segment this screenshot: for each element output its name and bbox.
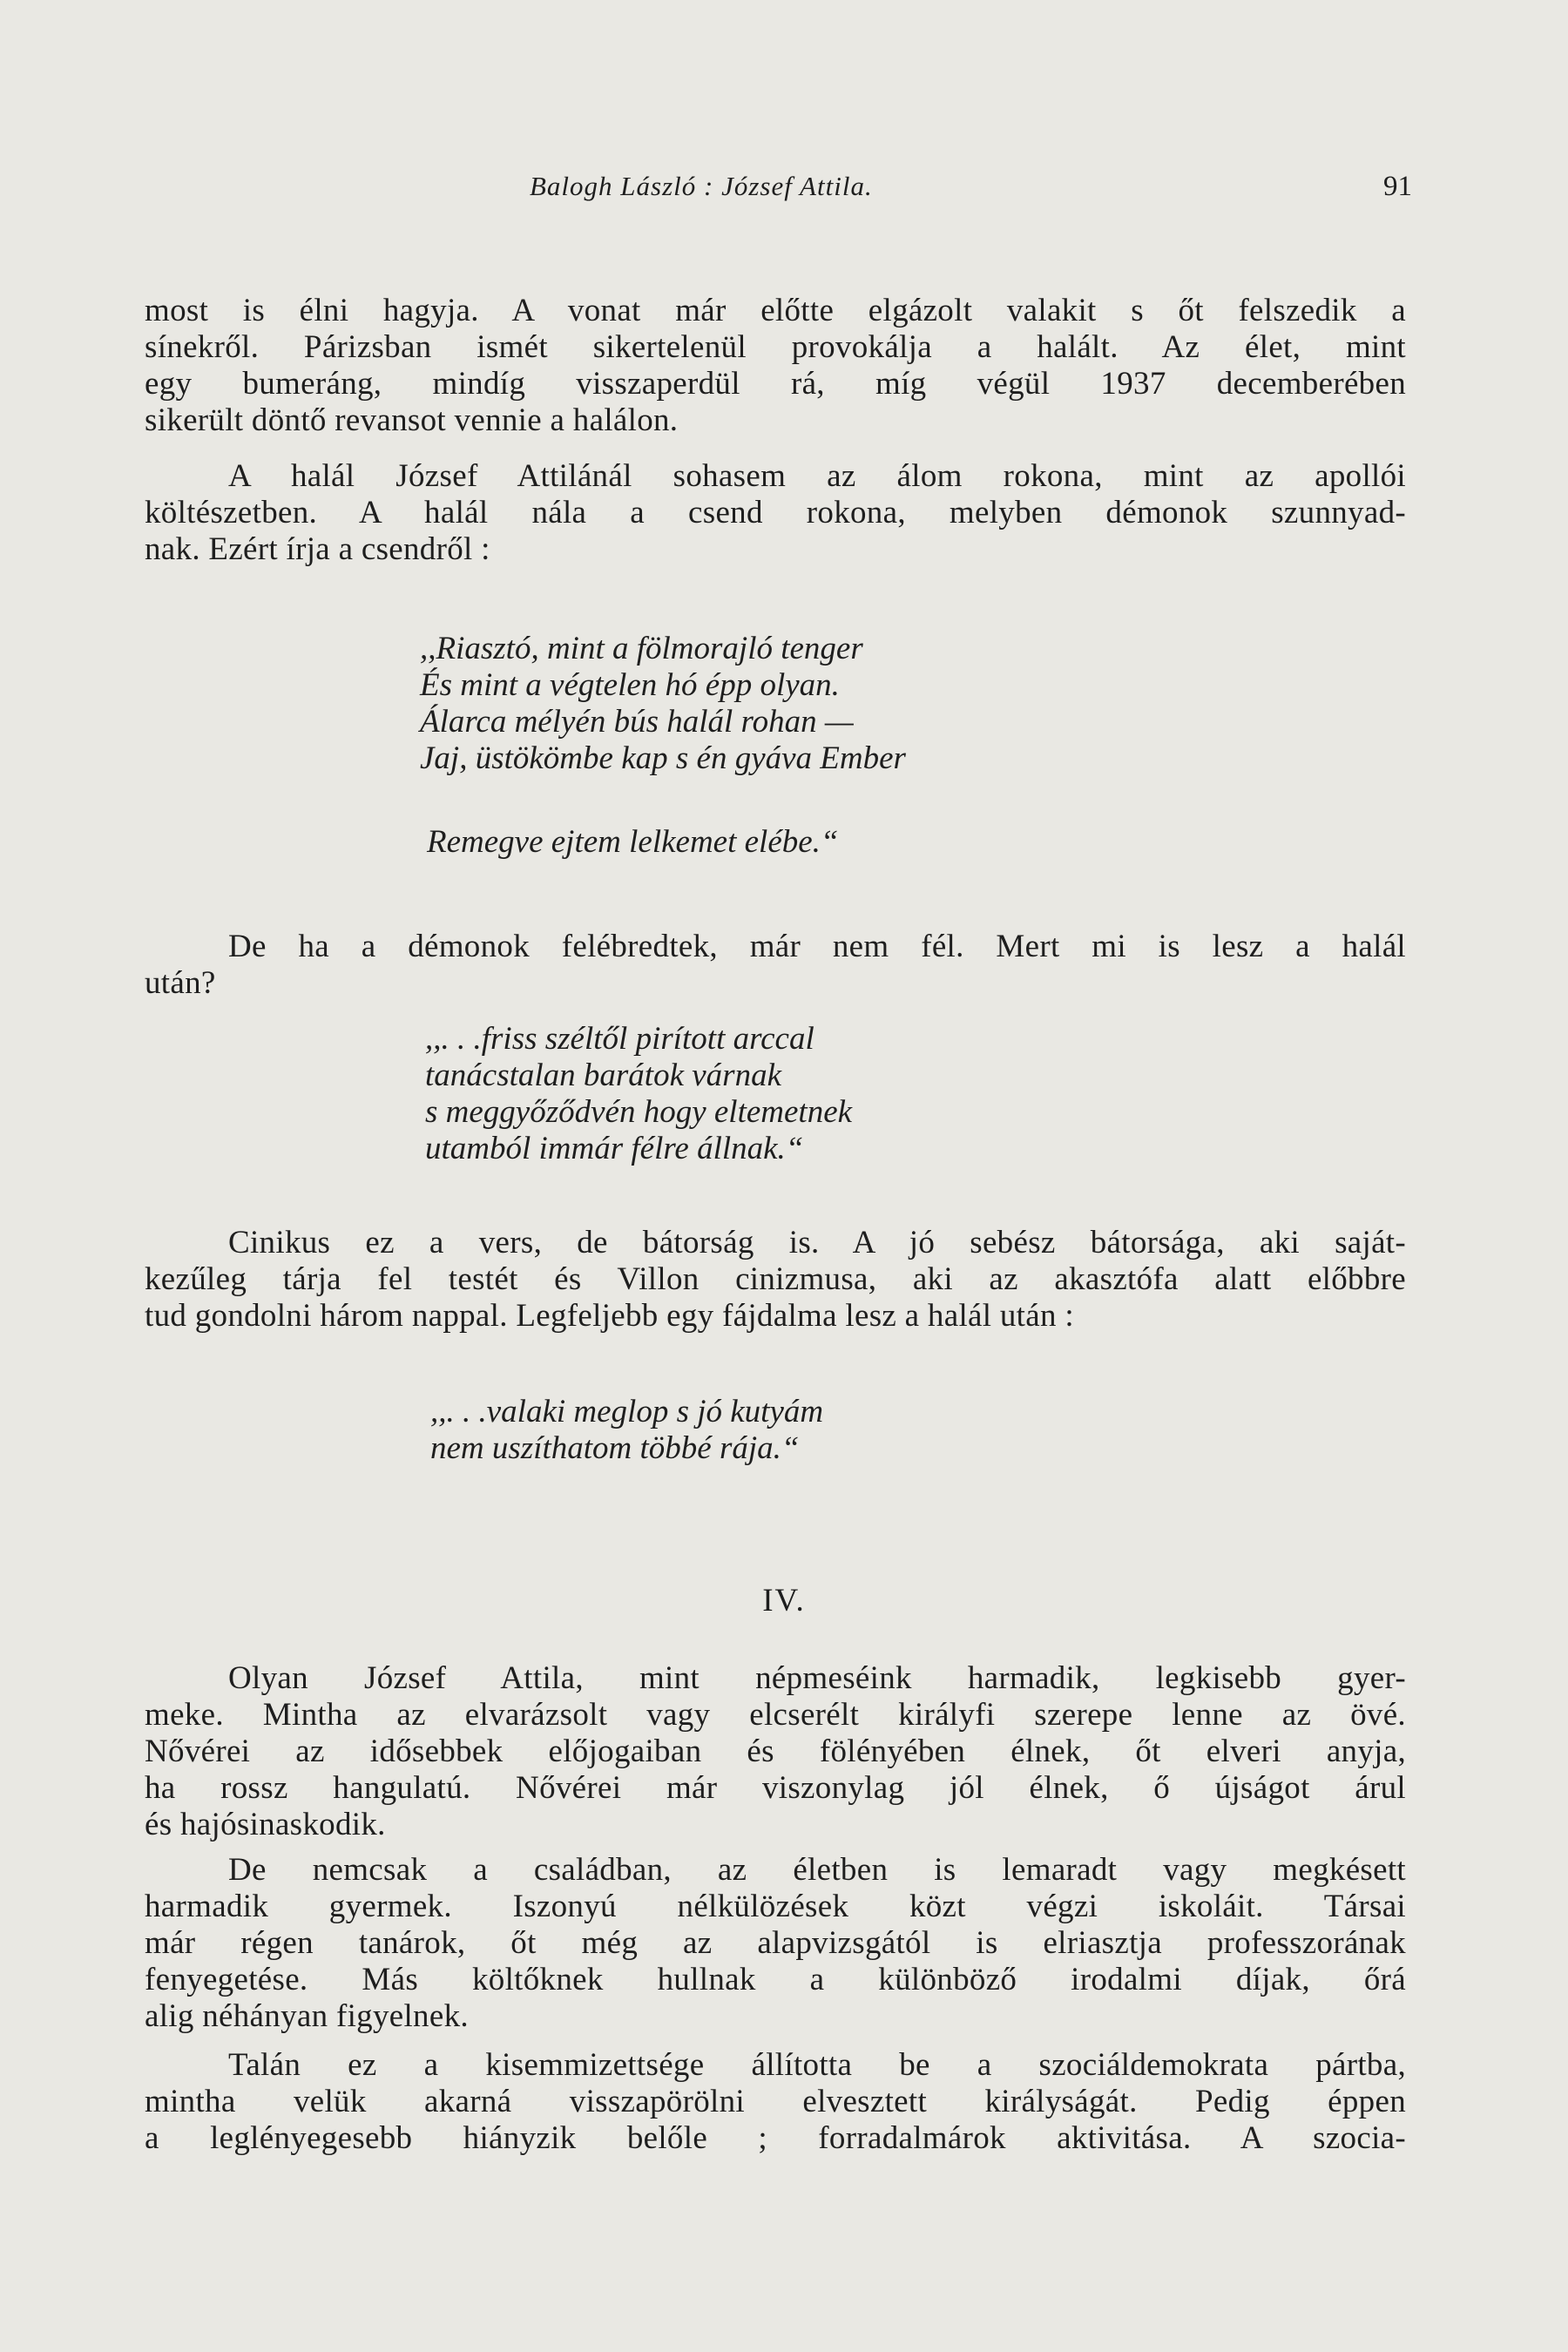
text-line: Nővérei az idősebbek előjogaiban és fölényében élnek, őt elveri anyja, xyxy=(145,1734,1406,1769)
paragraph-1 xyxy=(145,293,1406,439)
text-line: harmadik gyermek. Iszonyú nélkülözések közt végzi iskoláit. Társai xyxy=(145,1889,1406,1924)
poem-line: Remegve ejtem lelkemet elébe.“ xyxy=(427,824,839,860)
text-line: mintha velük akarná visszapörölni elvesztett királyságát. Pedig éppen xyxy=(145,2084,1406,2119)
section-heading: IV. xyxy=(762,1583,806,1619)
poem-line: ,,. . .friss széltől pirított arccal xyxy=(425,1021,814,1057)
text-line: A halál József Attilánál sohasem az álom rokona, mint az apollói xyxy=(228,458,1406,494)
text-line: Olyan József Attila, mint népmeséink harmadik, legkisebb gyer- xyxy=(228,1660,1406,1696)
text-line: kezűleg tárja fel testét és Villon cinizmusa, aki az akasztófa alatt előbbre xyxy=(145,1261,1406,1297)
text-line: nak. Ezért írja a csendről : xyxy=(145,531,490,567)
page-header xyxy=(0,171,1568,214)
poem-line: Álarca mélyén bús halál rohan — xyxy=(420,704,854,740)
page-number: 91 xyxy=(1383,171,1412,202)
text-line: után? xyxy=(145,965,216,1001)
text-line: Talán ez a kisemmizettsége állította be a szociáldemokrata pártba, xyxy=(228,2047,1406,2083)
text-line: Cinikus ez a vers, de bátorság is. A jó sebész bátorsága, aki saját- xyxy=(228,1225,1406,1260)
paragraph-5 xyxy=(145,1660,1406,1843)
text-line: meke. Mintha az elvarázsolt vagy elcserélt királyfi szerepe lenne az övé. xyxy=(145,1697,1406,1733)
text-line: sikerült döntő revansot vennie a halálon. xyxy=(145,402,679,438)
running-head: Balogh László : József Attila. xyxy=(530,171,873,201)
text-line: már régen tanárok, őt még az alapvizsgától is elriasztja professzorának xyxy=(145,1925,1406,1961)
text-line: a leglényegesebb hiányzik belőle ; forradalmárok aktivitása. A szocia- xyxy=(145,2120,1406,2156)
poem-line: ,,Riasztó, mint a fölmorajló tenger xyxy=(420,631,863,666)
poem-line: És mint a végtelen hó épp olyan. xyxy=(420,667,840,703)
paragraph-4 xyxy=(145,1225,1406,1335)
text-line: sínekről. Párizsban ismét sikertelenül provokálja a halált. Az élet, mint xyxy=(145,329,1406,365)
poem-quote-1-last xyxy=(427,824,839,861)
poem-line: s meggyőződvén hogy eltemetnek xyxy=(425,1094,853,1130)
text-line: most is élni hagyja. A vonat már előtte elgázolt valakit s őt felszedik a xyxy=(145,293,1406,328)
poem-line: nem uszíthatom többé rája.“ xyxy=(430,1430,800,1466)
poem-line: ,,. . .valaki meglop s jó kutyám xyxy=(430,1394,824,1429)
paragraph-2 xyxy=(145,458,1406,568)
poem-line: Jaj, üstökömbe kap s én gyáva Ember xyxy=(420,740,906,776)
poem-quote-1 xyxy=(420,631,906,777)
text-line: De ha a démonok felébredtek, már nem fél. Mert mi is lesz a halál xyxy=(228,929,1406,964)
text-line: ha rossz hangulatú. Nővérei már viszonylag jól élnek, ő újságot árul xyxy=(145,1770,1406,1806)
text-line: fenyegetése. Más költőknek hullnak a különböző irodalmi díjak, őrá xyxy=(145,1962,1406,1997)
text-line: tud gondolni három nappal. Legfeljebb egy fájdalma lesz a halál után : xyxy=(145,1298,1074,1334)
paragraph-7 xyxy=(145,2047,1406,2157)
text-line: költészetben. A halál nála a csend rokona, melyben démonok szunnyad- xyxy=(145,495,1406,531)
text-line: alig néhányan figyelnek. xyxy=(145,1998,469,2034)
text-line: egy bumeráng, mindíg visszaperdül rá, míg végül 1937 decemberében xyxy=(145,366,1406,402)
paragraph-6 xyxy=(145,1852,1406,2035)
text-line: De nemcsak a családban, az életben is lemaradt vagy megkésett xyxy=(228,1852,1406,1888)
poem-line: utamból immár félre állnak.“ xyxy=(425,1131,804,1166)
text-line: és hajósinaskodik. xyxy=(145,1807,386,1842)
poem-quote-2 xyxy=(425,1021,852,1167)
paragraph-3 xyxy=(145,929,1406,1002)
poem-quote-3 xyxy=(430,1394,823,1467)
poem-line: tanácstalan barátok várnak xyxy=(425,1058,782,1093)
